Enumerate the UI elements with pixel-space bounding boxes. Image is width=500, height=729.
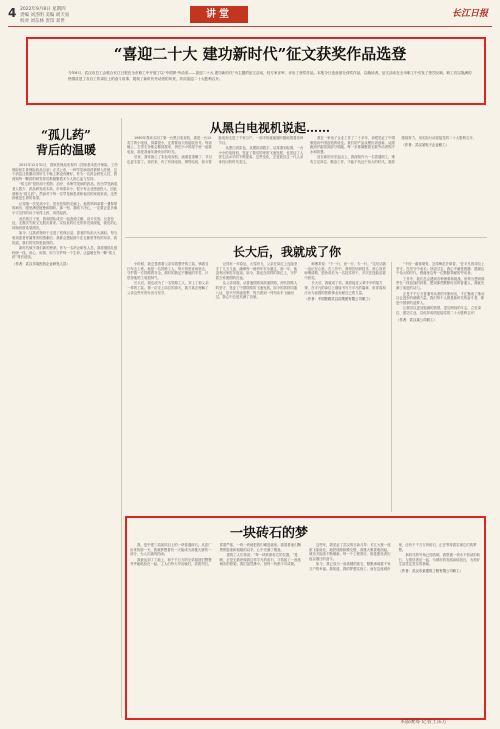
paragraph: 站在新的历史起点上，我深知作为一名普通职工，唯有立足岗位、勤奋工作，才能不负这个伟大的时代。我将继续努力，用实际行动迎接党的二十大胜利召开。 xyxy=(310,136,477,164)
article1-byline: （作者：武汉市某医药企业研发人员） xyxy=(12,261,70,266)
article2-byline: （作者：武汉某电子企业职工） xyxy=(401,142,449,147)
paragraph: 后来，我家换上了彩色电视机，画面更清晰了，节目也更丰富了。再后来，有了有线电视、网络电视，如今智能电视走进了千家万户，一部手机就能随时随地观看各种节目。 xyxy=(127,136,304,164)
header-meta: 2022年9月8日 星期四 责编 刘杰明 美编 胡天易 校对 刘东林 责印 邓世 xyxy=(20,7,70,24)
article4-byline: （作者：武汉市某建筑工程有限公司职工） xyxy=(398,568,463,573)
paragraph: 从父亲到我，从普速铁路到高速铁路，两代铁路人的坚守，见证了中国铁路的飞速发展。如今的高铁四通八达，复兴号风驰电掣，每当看到一列列动车飞驰而过，我心中总是充满了自豪。 xyxy=(215,281,298,300)
paragraph: 师傅常说：“干一行，爱一行，专一行。”这句话我一直记在心里。在工作中，我刻苦钻研技术，虚心向老师傅请教，很快成长为一名技术骨干，多次在技能竞赛中获奖。 xyxy=(304,262,387,280)
article3-title: 长大后，我就成了你 xyxy=(233,245,342,259)
paragraph: 我，是中建三局某项目上的一块普通砖石。从窑厂出来的那一天，我就梦想着有一天能成为高楼大厦的一部分，为人们遮风挡雨。 xyxy=(130,543,212,557)
intro-text: 今年6月，武汉市总工会联合长江日报在全市职工中开展了以“中国梦·劳动美——喜迎二十大 建功新时代”为主题的征文活动，经专家评审，评出了获奖作品。本报今日选登部分获奖作品，以飨读者。征文活动在全市职工中引发了热烈反响，职工们以饱满的热情讲述了各自工作岗位上的奋斗故事，展现了新时代劳动者的风采，共同喜迎二十大胜利召开。 xyxy=(68,71,472,81)
paragraph: 长大后，我也成为了一名铁路工人，穿上了和父亲一样的工装。第一次走上岗位的那天，我才真正理解了父亲这些年的付出与坚守。 xyxy=(127,281,209,295)
article1-body xyxy=(12,163,118,718)
paragraph: 长大后，我就成了你。我将接过父辈手中的接力棒，在平凡的岗位上继续书写不平凡的篇章，用青春和汗水为祖国的铁路事业贡献自己的力量。 xyxy=(304,281,386,295)
paragraph: 从黑白到彩色，从模拟到数字，从笨重到轻薄，一台小小的电视机，见证了我们国家的飞速发展，也见证了人民生活水平的不断提高。这些变化，正是我们这一代人亲身经历的时代变迁。 xyxy=(218,146,304,164)
paragraph: 我被运到了工地上，和千千万万的兄弟姐妹们整整齐齐地码放在一起。工人们每天早出晚归，顶着烈日、冒着严寒，一块一块地把我们砌进墙里。我看着他们黝黑的脸庞和粗糙的双手，心中充满了敬意。 xyxy=(130,543,301,567)
paragraph: 工作中，我们总会遇到各种困难和挑战。但每当想到那些在一线奋战的同事，想到那些默默付出的普通人，我就充满了前进的动力。 xyxy=(396,276,485,290)
article1-title xyxy=(20,128,112,158)
paragraph: 此后的日子里，我和团队成员一起查阅文献、设计实验、反复验证，无数次失败又无数次重来。实验室的灯光常常亮到深夜，我们的心却始终被希望照亮。 xyxy=(12,216,118,230)
main-headline: “喜迎二十大 建功新时代”征文获奖作品选登 xyxy=(113,45,407,63)
page-footer: 本版统筹 记者王东方 xyxy=(400,719,447,725)
article4-title: 一块砖石的梦 xyxy=(230,526,309,541)
article5-body xyxy=(396,262,486,510)
article2-body xyxy=(127,136,487,232)
newspaper-logo: 长江日报 xyxy=(451,9,488,19)
page-header xyxy=(8,6,492,26)
paragraph: 如今，我已成为一座高楼的基石，默默承载着千家万户的幸福。我知道，我的梦想实现了。而在这座城市里，还有千千万万块砖石，正在等待着实现它们的梦想。 xyxy=(309,543,477,571)
article3-byline: （作者：中国铁路武汉局集团有限公司职工） xyxy=(304,297,373,302)
paragraph: 新时代赋予我们新的使命。作为一名药企研发人员，我将继续扎根科研一线，用心、用情、用力守护每一个生命，让温暖在每一颗“孤儿药”背后延续。 xyxy=(12,246,118,260)
paragraph: 记得有一年春运，大雪纷飞，父亲在岗位上连续坚守了几天几夜，确保每一趟列车安全通过。那一年，他没有回家吃年夜饭。如今，我也在同样的岗位上，守护着万家团圆的归途。 xyxy=(215,262,298,280)
paragraph: 这些年，我见证了武汉的日新月异：长江大桥一座座飞架南北，地铁线路纵横交错，高楼大厦拔地而起，城市天际线不断刷新。每一个工程背后，都是建设者们夜以继日的奋斗。 xyxy=(309,543,391,561)
paragraph: 2021年12月31日，国家医保局发布的《国家基本医疗保险、工伤保险和生育保险药品目录》正式公布，一种罕见病用药被纳入医保，这个消息让我激动得好几个晚上都没有睡好。作为一名药企研发人员，我深知每一颗药的研发背后都凝聚着多少人的心血与坚持。 xyxy=(12,163,118,181)
column-divider xyxy=(121,118,122,718)
article4-body xyxy=(130,543,482,715)
article3-body xyxy=(127,262,387,510)
paragraph: 小时候，我总是看着父亲穿着整齐的工装，骑着自行车去上班。他是一名铁路工人，每天风里来雨里去，守护着一方铁路的安全。那时的我还不懂他的辛苦，只觉得他的工装很帅气。 xyxy=(127,262,209,280)
page-number: 4 xyxy=(8,6,17,20)
paragraph: 记得第一次见到小宇，是在医院的走廊上。他的妈妈拿着一叠厚厚的病历，眼里满是疲惫和期盼。那一刻，我暗下决心，一定要让更多像小宇这样的孩子用得上药、用得起药。 xyxy=(12,201,118,215)
row-divider xyxy=(125,237,487,238)
column-divider xyxy=(391,262,392,512)
section-tag: 讲堂 xyxy=(190,6,248,23)
paragraph: 我在一家电子企业工作了二十多年，亲眼见证了中国制造向中国创造的转变。我们的产品从模仿到创新，从跟跑到并跑再到部分领跑，每一步都凝聚着无数劳动者的汗水和智慧。 xyxy=(310,136,395,154)
article5-byline: （作者：武汉某公司职工） xyxy=(396,317,437,322)
article1-title-line2: 背后的温暖 xyxy=(35,143,96,157)
article2-title: 从黑白电视机说起…… xyxy=(210,121,331,135)
paragraph: 新时代的号角已经吹响，我愿做一块永不松动的砖石，与建设者们一起，为城市的发展添砖加瓦，为美好生活奠定坚实的基础。 xyxy=(398,553,481,567)
header-rule xyxy=(8,26,492,27)
paragraph: 建筑工人们常说：“每一块砖都有它的位置。”是啊，正是无数块像我这样平凡的砖石，才筑起了一座座城市的脊梁。我们虽然渺小，但每一块都不可或缺。 xyxy=(219,553,301,567)
article1-title-line1: “孤儿药” xyxy=(41,128,91,142)
paragraph: “孤儿药”是指用于预防、治疗、诊断罕见病的药品，因为罕见病患者人数少，药品研发成本高、市场需求小，很少有企业愿意投入，因此被称为“孤儿药”。然而对于每一位罕见病患者和他们的家庭来说，这些药就是生命的希望。 xyxy=(12,182,118,201)
paragraph: “不经一番寒彻骨，怎得梅花扑鼻香。”在平凡的岗位上坚守，在坚守中成长。回望过去，我心中满是感激：感谢这个伟大的时代，感谢身边每一位默默奉献的劳动者。 xyxy=(396,262,485,276)
paragraph: 让我们以更加饱满的热情、更加昂扬的斗志，立足岗位、建功立业，以优异成绩迎接党的二十大胜利召开！ xyxy=(396,306,481,315)
paragraph: 正是千千万万普通劳动者的辛勤付出，才汇聚成了推动社会进步的磅礴力量。我们每个人都是新时代的奋斗者，都是中国梦的追梦人。 xyxy=(396,291,485,305)
paragraph: 如今，这款药物终于走进了医保目录，患者的负担大大减轻。每当收到患者家属寄来的感谢信，我都会想起那个在走廊里等待的母亲。我知道，我们的坚持是值得的。 xyxy=(12,231,118,245)
paragraph: 1980年我家买回了第一台黑白电视机，那是一台12英寸的小电视，屏幕很小，还需要用天线接收信号。每到晚上，左邻右舍都会聚到我家，挤在小小的屋子里一起看电视，那是我童年最快乐的时光。 xyxy=(127,136,212,154)
